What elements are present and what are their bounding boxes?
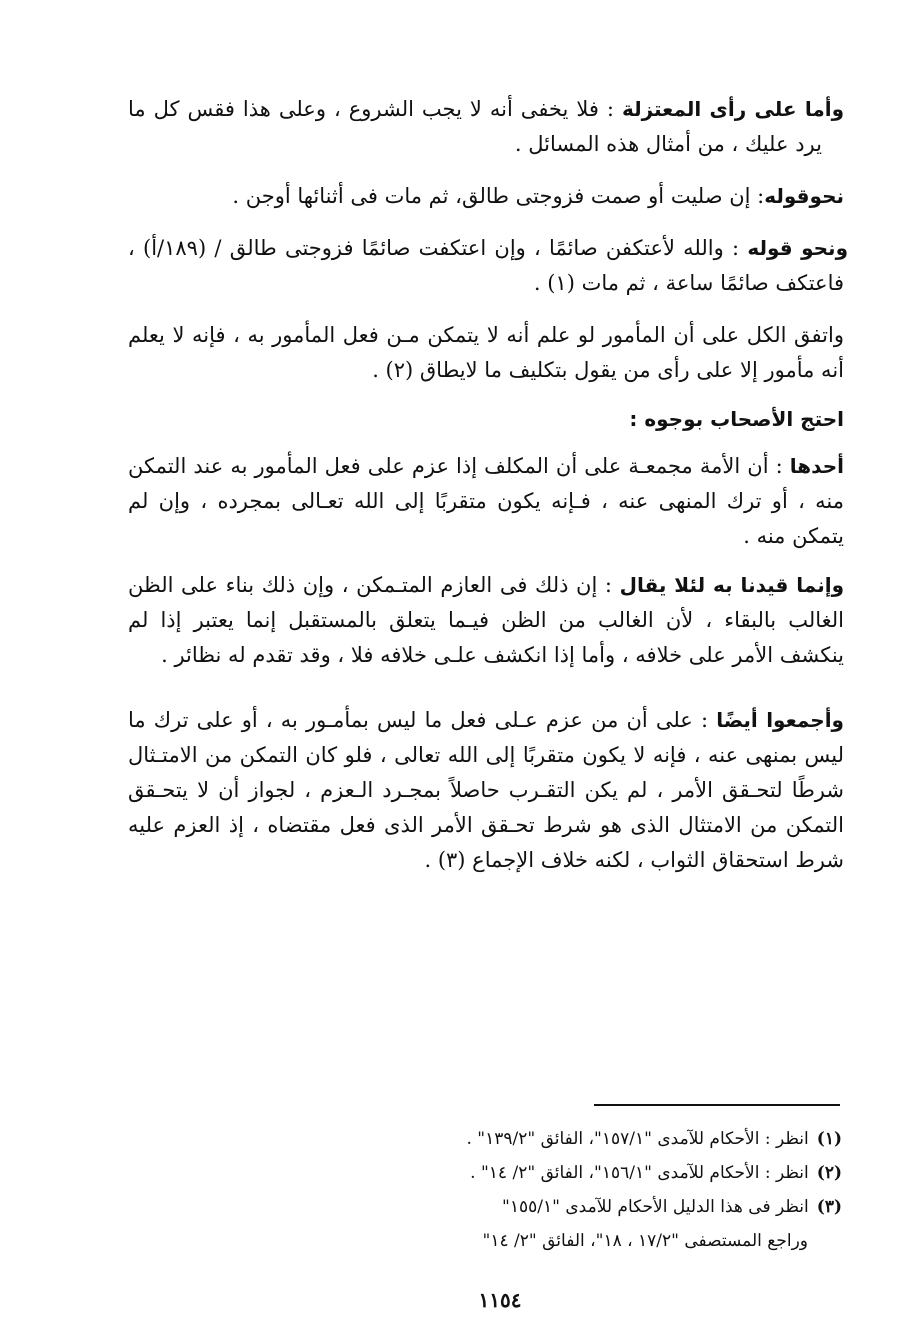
footnote-1 (300, 1122, 842, 1156)
paragraph-consensus (128, 703, 844, 878)
section-heading (128, 402, 844, 437)
paragraph-body: : إن ذلك فى العازم المتـمكن ، وإن ذلك بناء على الظن الغالب بالبقاء ، لأن الغالب من الظن فيـما يتعلق بالمستقبل إنما يعتبر إذا لم ينكشف الأمر على خلافه ، وأما إذا انكشف علـى خلافه فلا ، وقد تقدم له نظائر . (128, 573, 844, 667)
paragraph-lead: وأجمعوا أيضًا (716, 708, 844, 732)
footnote-text: انظر : الأحكام للآمدى "١٥٧/١"، الفائق "١٣٩/٢" . (466, 1129, 809, 1149)
paragraph-restriction (128, 568, 844, 673)
footnote-number: (٣) (816, 1197, 842, 1217)
footnote-text: وراجع المستصفى "١٧/٢ ، ١٨"، الفائق "٢/ ١٤" (482, 1231, 808, 1251)
paragraph-lead: ونحو قوله (747, 236, 849, 260)
footnote-3-continuation (300, 1224, 842, 1258)
paragraph-body: : والله لأعتكفن صائمًا ، وإن اعتكفت صائمًا فزوجتى طالق / (١٨٩/أ) ، فاعتكف صائمًا ساعة ، ثم مات (١) . (128, 236, 844, 295)
footnote-text: انظر : الأحكام للآمدى "١٥٦/١"، الفائق "٢/ ١٤" . (470, 1163, 809, 1183)
heading-text: احتج الأصحاب بوجوه : (629, 407, 844, 431)
paragraph-lead: أحدها (789, 454, 844, 478)
footnote-number: (٢) (816, 1163, 842, 1183)
footnotes (300, 1122, 842, 1258)
paragraph-body: : فلا يخفى أنه لا يجب الشروع ، وعلى هذا فقس كل ما يرد عليك ، من أمثال هذه المسائل . (128, 97, 822, 156)
paragraph-lead: نحوقوله (764, 184, 844, 208)
footnote-number: (١) (816, 1129, 842, 1149)
page-number: ١١٥٤ (478, 1288, 522, 1312)
footnote-2 (300, 1156, 842, 1190)
footnote-divider (594, 1104, 840, 1106)
paragraph-body: : على أن من عزم عـلى فعل ما ليس بمأمـور به ، أو على ترك ما ليس بمنهى عنه ، فإنه لا يكون متقربًا إلى الله تعالى ، فلو كان التمكن من الامتـثال شرطًا لتحـقق الأمر ، لم يكن التقـرب حاصلاً بمجـرد الـعزم ، لجواز أن لا يتحـقق التمكن من الامتثال الذى هو شرط تحـقق الأمر الذى فعل مقتضاه ، إذ العزم عليه شرط استحقاق الثواب ، لكنه خلاف الإجماع (٣) . (128, 708, 844, 872)
paragraph-example-1 (128, 179, 844, 214)
paragraph-lead: وإنما قيدنا به لئلا يقال (619, 573, 844, 597)
paragraph-first-argument (128, 449, 844, 554)
main-text (128, 92, 849, 878)
footnote-text: انظر فى هذا الدليل الأحكام للآمدى "١٥٥/١" (502, 1197, 809, 1217)
paragraph-body: : أن الأمة مجمعـة على أن المكلف إذا عزم على فعل المأمور به عند التمكن منه ، أو ترك المنهى عنه ، فـإنه يكون متقربًا إلى الله تعـالى بمجرده ، وإن لم يتمكن منه . (128, 454, 844, 548)
paragraph-mutazila (128, 92, 844, 162)
paragraph-agreement (128, 318, 844, 388)
paragraph-lead: وأما على رأى المعتزلة (621, 97, 844, 121)
footnote-3 (300, 1190, 842, 1224)
paragraph-body: : إن صليت أو صمت فزوجتى طالق، ثم مات فى أثنائها أوجن . (232, 184, 765, 208)
paragraph-body: واتفق الكل على أن المأمور لو علم أنه لا يتمكن مـن فعل المأمور به ، فإنه لا يعلم أنه مأمور إلا على رأى من يقول بتكليف ما لايطاق (٢) . (128, 323, 844, 382)
paragraph-example-2 (128, 231, 849, 301)
